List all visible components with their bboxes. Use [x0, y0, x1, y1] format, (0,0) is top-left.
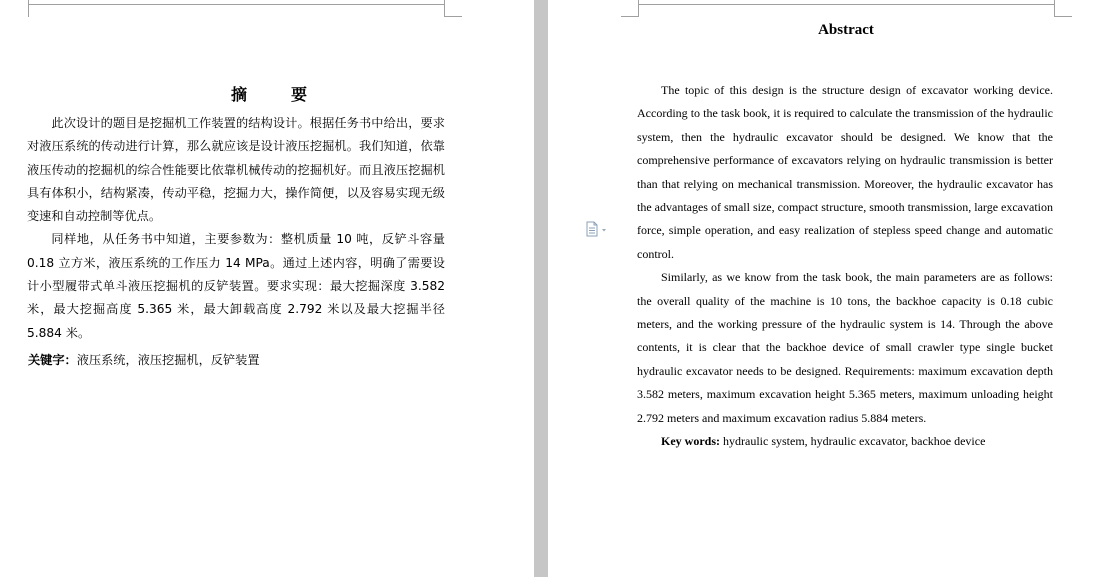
- chinese-paragraph-2: 同样地，从任务书中知道，主要参数为：整机质量 10 吨，反铲斗容量 0.18 立方米，液压系统的工作压力 14 MPa。通过上述内容，明确了需要设计小型履带式单斗液压挖掘机的反铲装置。要求实现：最大挖掘深度 3.582 米，最大挖掘高度 5.365 米，最大卸载高度 2.792 米以及最大挖掘半径 5.884 米。: [27, 232, 445, 340]
- right-page: [548, 0, 1099, 577]
- page-top-margin-line: [638, 4, 1054, 5]
- page-corner-mark: [1054, 16, 1072, 17]
- page-corner-mark: [621, 16, 639, 17]
- chinese-abstract-title: 摘 要: [230, 85, 321, 104]
- english-paragraph-1: The topic of this design is the structure design of excavator working device. According to the task book, it is required to calculate the transmission of the hydraulic system, then the hydraulic excavator should be designed. We know that the comprehensive performance of excavators relying on hydraulic transmission is better than that relying on mechanical transmission. Moreover, the hydraulic excavator has the advantages of small size, compact structure, smooth transmission, large excavation force, simple operation, and easy realization of stepless speed change and automatic control.: [637, 83, 1053, 261]
- page-corner-mark: [444, 0, 445, 17]
- left-page: [0, 0, 534, 577]
- chinese-abstract-body: [27, 112, 445, 345]
- page-corner-mark: [1054, 0, 1055, 17]
- page-gap: [534, 0, 548, 577]
- page-corner-mark: [638, 0, 639, 17]
- english-abstract-title: Abstract: [818, 22, 874, 38]
- page-corner-mark: [28, 0, 29, 17]
- chinese-keywords-text: 液压系统，液压挖掘机，反铲装置: [76, 353, 260, 367]
- english-keywords: [661, 431, 1061, 451]
- english-paragraph-2: Similarly, as we know from the task book, the main parameters are as follows: the overall quality of the machine is 10 tons, the backhoe capacity is 0.18 cubic meters, and the working pressure of the hydraulic system is 14. Through the above contents, it is clear that the backhoe device of small crawler type single bucket hydraulic excavator needs to be designed. Requirements: maximum excavation depth 3.582 meters, maximum excavation height 5.365 meters, maximum unloading height 2.792 meters and maximum excavation radius 5.884 meters.: [637, 270, 1053, 425]
- english-keywords-text: hydraulic system, hydraulic excavator, backhoe device: [720, 434, 986, 448]
- page-top-margin-line: [28, 4, 444, 5]
- english-keywords-label: Key words:: [661, 434, 720, 448]
- english-abstract-body: [637, 79, 1053, 430]
- chinese-paragraph-1: 此次设计的题目是挖掘机工作装置的结构设计。根据任务书中给出，要求对液压系统的传动进行计算，那么就应该是设计液压挖掘机。我们知道，依靠液压传动的挖掘机的综合性能要比依靠机械传动的挖掘机好。而且液压挖掘机具有体积小，结构紧凑，传动平稳，挖掘力大，操作简便，以及容易实现无级变速和自动控制等优点。: [27, 116, 445, 224]
- document-icon[interactable]: [586, 221, 608, 239]
- page-corner-mark: [444, 16, 462, 17]
- chinese-keywords: [28, 350, 448, 370]
- chinese-keywords-label: 关键字：: [28, 353, 77, 367]
